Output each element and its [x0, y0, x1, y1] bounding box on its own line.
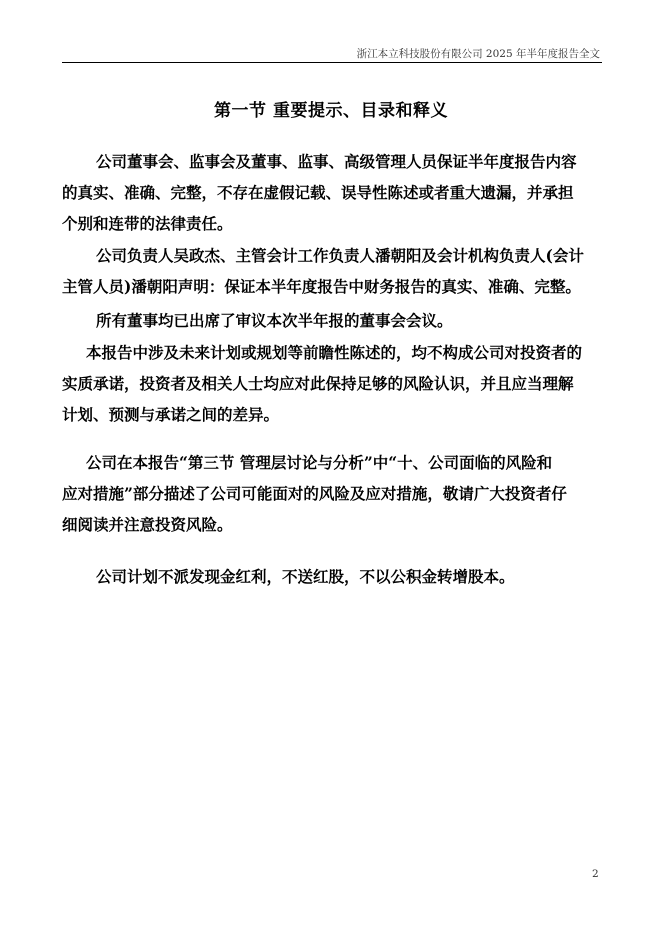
paragraph-line: 计划、预测与承诺之间的差异。 [62, 405, 280, 424]
paragraph-line: 公司计划不派发现金红利，不送红股，不以公积金转增股本。 [96, 567, 515, 586]
page-number: 2 [592, 868, 599, 880]
paragraph-forward-looking [62, 337, 582, 430]
paragraph-board-guarantee [62, 146, 577, 239]
paragraph-responsible-persons [62, 240, 584, 302]
paragraph-line: 应对措施”部分描述了公司可能面对的风险及应对措施，敬请广大投资者仔 [62, 484, 567, 503]
paragraph-line: 个别和连带的法律责任。 [62, 214, 233, 233]
header-title: 浙江本立科技股份有限公司 2025 年半年度报告全文 [356, 48, 600, 60]
paragraph-line: 公司负责人吴政杰、主管会计工作负责人潘朝阳及会计机构负责人(会计 [96, 246, 584, 265]
section-title: 第一节 重要提示、目录和释义 [214, 101, 448, 121]
page-header [62, 44, 602, 63]
paragraph-risk-notice [62, 447, 567, 540]
paragraph-line: 主管人员)潘朝阳声明：保证本半年度报告中财务报告的真实、准确、完整。 [62, 277, 581, 296]
paragraph-dividend-plan [62, 561, 515, 592]
paragraph-line: 公司在本报告“第三节 管理层讨论与分析”中“十、公司面临的风险和 [86, 453, 553, 472]
paragraph-line: 所有董事均已出席了审议本次半年报的董事会会议。 [96, 311, 453, 330]
paragraph-line: 细阅读并注意投资风险。 [62, 515, 233, 534]
paragraph-line: 实质承诺，投资者及相关人士均应对此保持足够的风险认识，并且应当理解 [62, 374, 574, 393]
paragraph-line: 公司董事会、监事会及董事、监事、高级管理人员保证半年度报告内容 [96, 152, 577, 171]
paragraph-board-attendance [62, 305, 453, 336]
paragraph-line: 本报告中涉及未来计划或规划等前瞻性陈述的，均不构成公司对投资者的 [86, 343, 583, 362]
paragraph-line: 的真实、准确、完整，不存在虚假记载、误导性陈述或者重大遗漏，并承担 [62, 183, 574, 202]
